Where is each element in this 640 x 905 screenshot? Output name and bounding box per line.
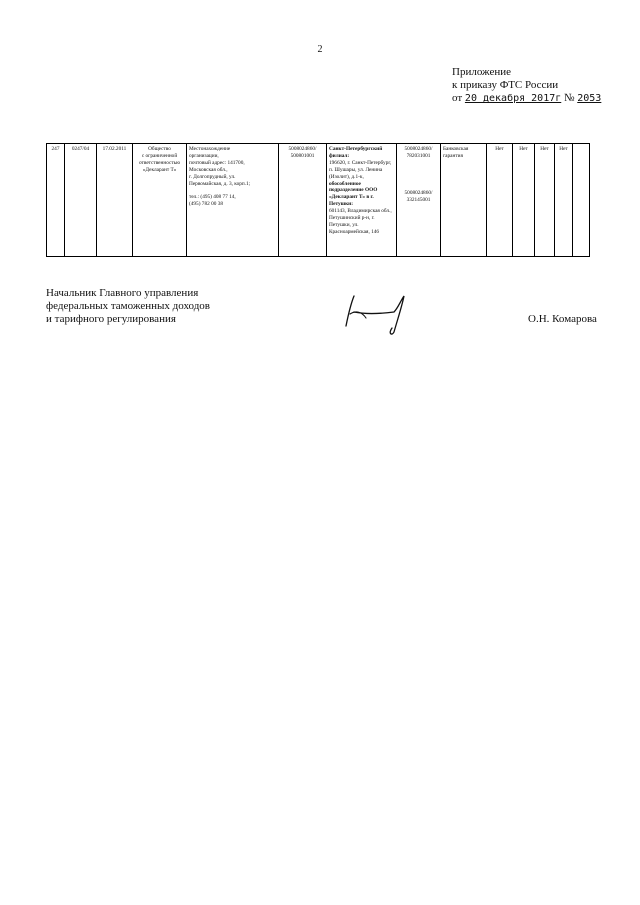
signer-name: О.Н. Комарова <box>528 313 597 325</box>
branch-kpp: 5008024860/ 782031001 <box>404 146 433 159</box>
cell-empty <box>573 144 589 256</box>
name-line: «Декларант Т» <box>142 166 177 173</box>
cell-location <box>187 144 279 256</box>
cell-flag-1: Нет <box>487 144 513 256</box>
page-number: 2 <box>317 44 323 55</box>
appendix-from-label: от <box>452 92 463 104</box>
cell-inn-kpp: 5008024860/ 500801001 <box>279 144 327 256</box>
handwritten-signature <box>334 290 424 338</box>
location-line: тел.: (495) 408 77 14, <box>189 194 236 201</box>
cell-flag-4: Нет <box>555 144 573 256</box>
cell-branch-kpp <box>397 144 441 256</box>
name-line: Общество <box>148 146 171 152</box>
location-line: Местонахождение <box>189 146 231 152</box>
cell-index: 247 <box>47 144 65 256</box>
cell-guarantee: Банковская гарантия <box>441 144 487 256</box>
appendix-date-line <box>452 92 601 105</box>
location-line: Первомайская, д. 3, корп.1; <box>189 180 251 187</box>
signature-title-line: Начальник Главного управления <box>46 287 199 299</box>
appendix-order-ref: к приказу ФТС России <box>452 79 559 91</box>
registry-table <box>46 143 590 257</box>
branch-address: 601143, Владимирская обл., Петушинский р-н, г. Петушки, ул. Красноармейская, 146 <box>329 208 392 235</box>
location-line: почтовый адрес: 141700, <box>189 159 245 166</box>
signature-title-line: федеральных таможенных доходов <box>46 300 210 312</box>
appendix-date: 20 декабря 2017г <box>464 93 562 104</box>
signature-title-line: и тарифного регулирования <box>46 313 176 325</box>
branch-address: 196620, г. Санкт-Петербург, п. Шушары, ул. Ленина (Изолит), д.1-к, <box>329 159 392 180</box>
location-line: (495) 782 00 38 <box>189 201 223 208</box>
cell-flag-3: Нет <box>535 144 555 256</box>
branch-kpp: 5008024860/ 332145001 <box>404 189 433 203</box>
branch-title: Санкт-Петербургский филиал: <box>329 146 383 159</box>
location-line: Московская обл., <box>189 166 228 173</box>
appendix-title: Приложение <box>452 66 512 78</box>
name-line: с ограниченной <box>141 152 178 159</box>
name-line: ответственностью <box>138 159 181 166</box>
signature-title <box>46 287 210 326</box>
appendix-number-label: № <box>564 92 575 104</box>
location-line: организации, <box>189 152 219 159</box>
branch-title: обособленное подразделение ООО «Декларант Т» в г. Петушки: <box>329 180 378 208</box>
cell-date: 17.02.2011 <box>97 144 133 256</box>
cell-flag-2: Нет <box>513 144 535 256</box>
cell-branches <box>327 144 397 256</box>
location-line: г. Долгопрудный, ул. <box>189 173 236 180</box>
appendix-header <box>452 66 601 105</box>
cell-reg-number: 0247/04 <box>65 144 97 256</box>
cell-name <box>133 144 187 256</box>
appendix-number: 2053 <box>577 93 602 104</box>
